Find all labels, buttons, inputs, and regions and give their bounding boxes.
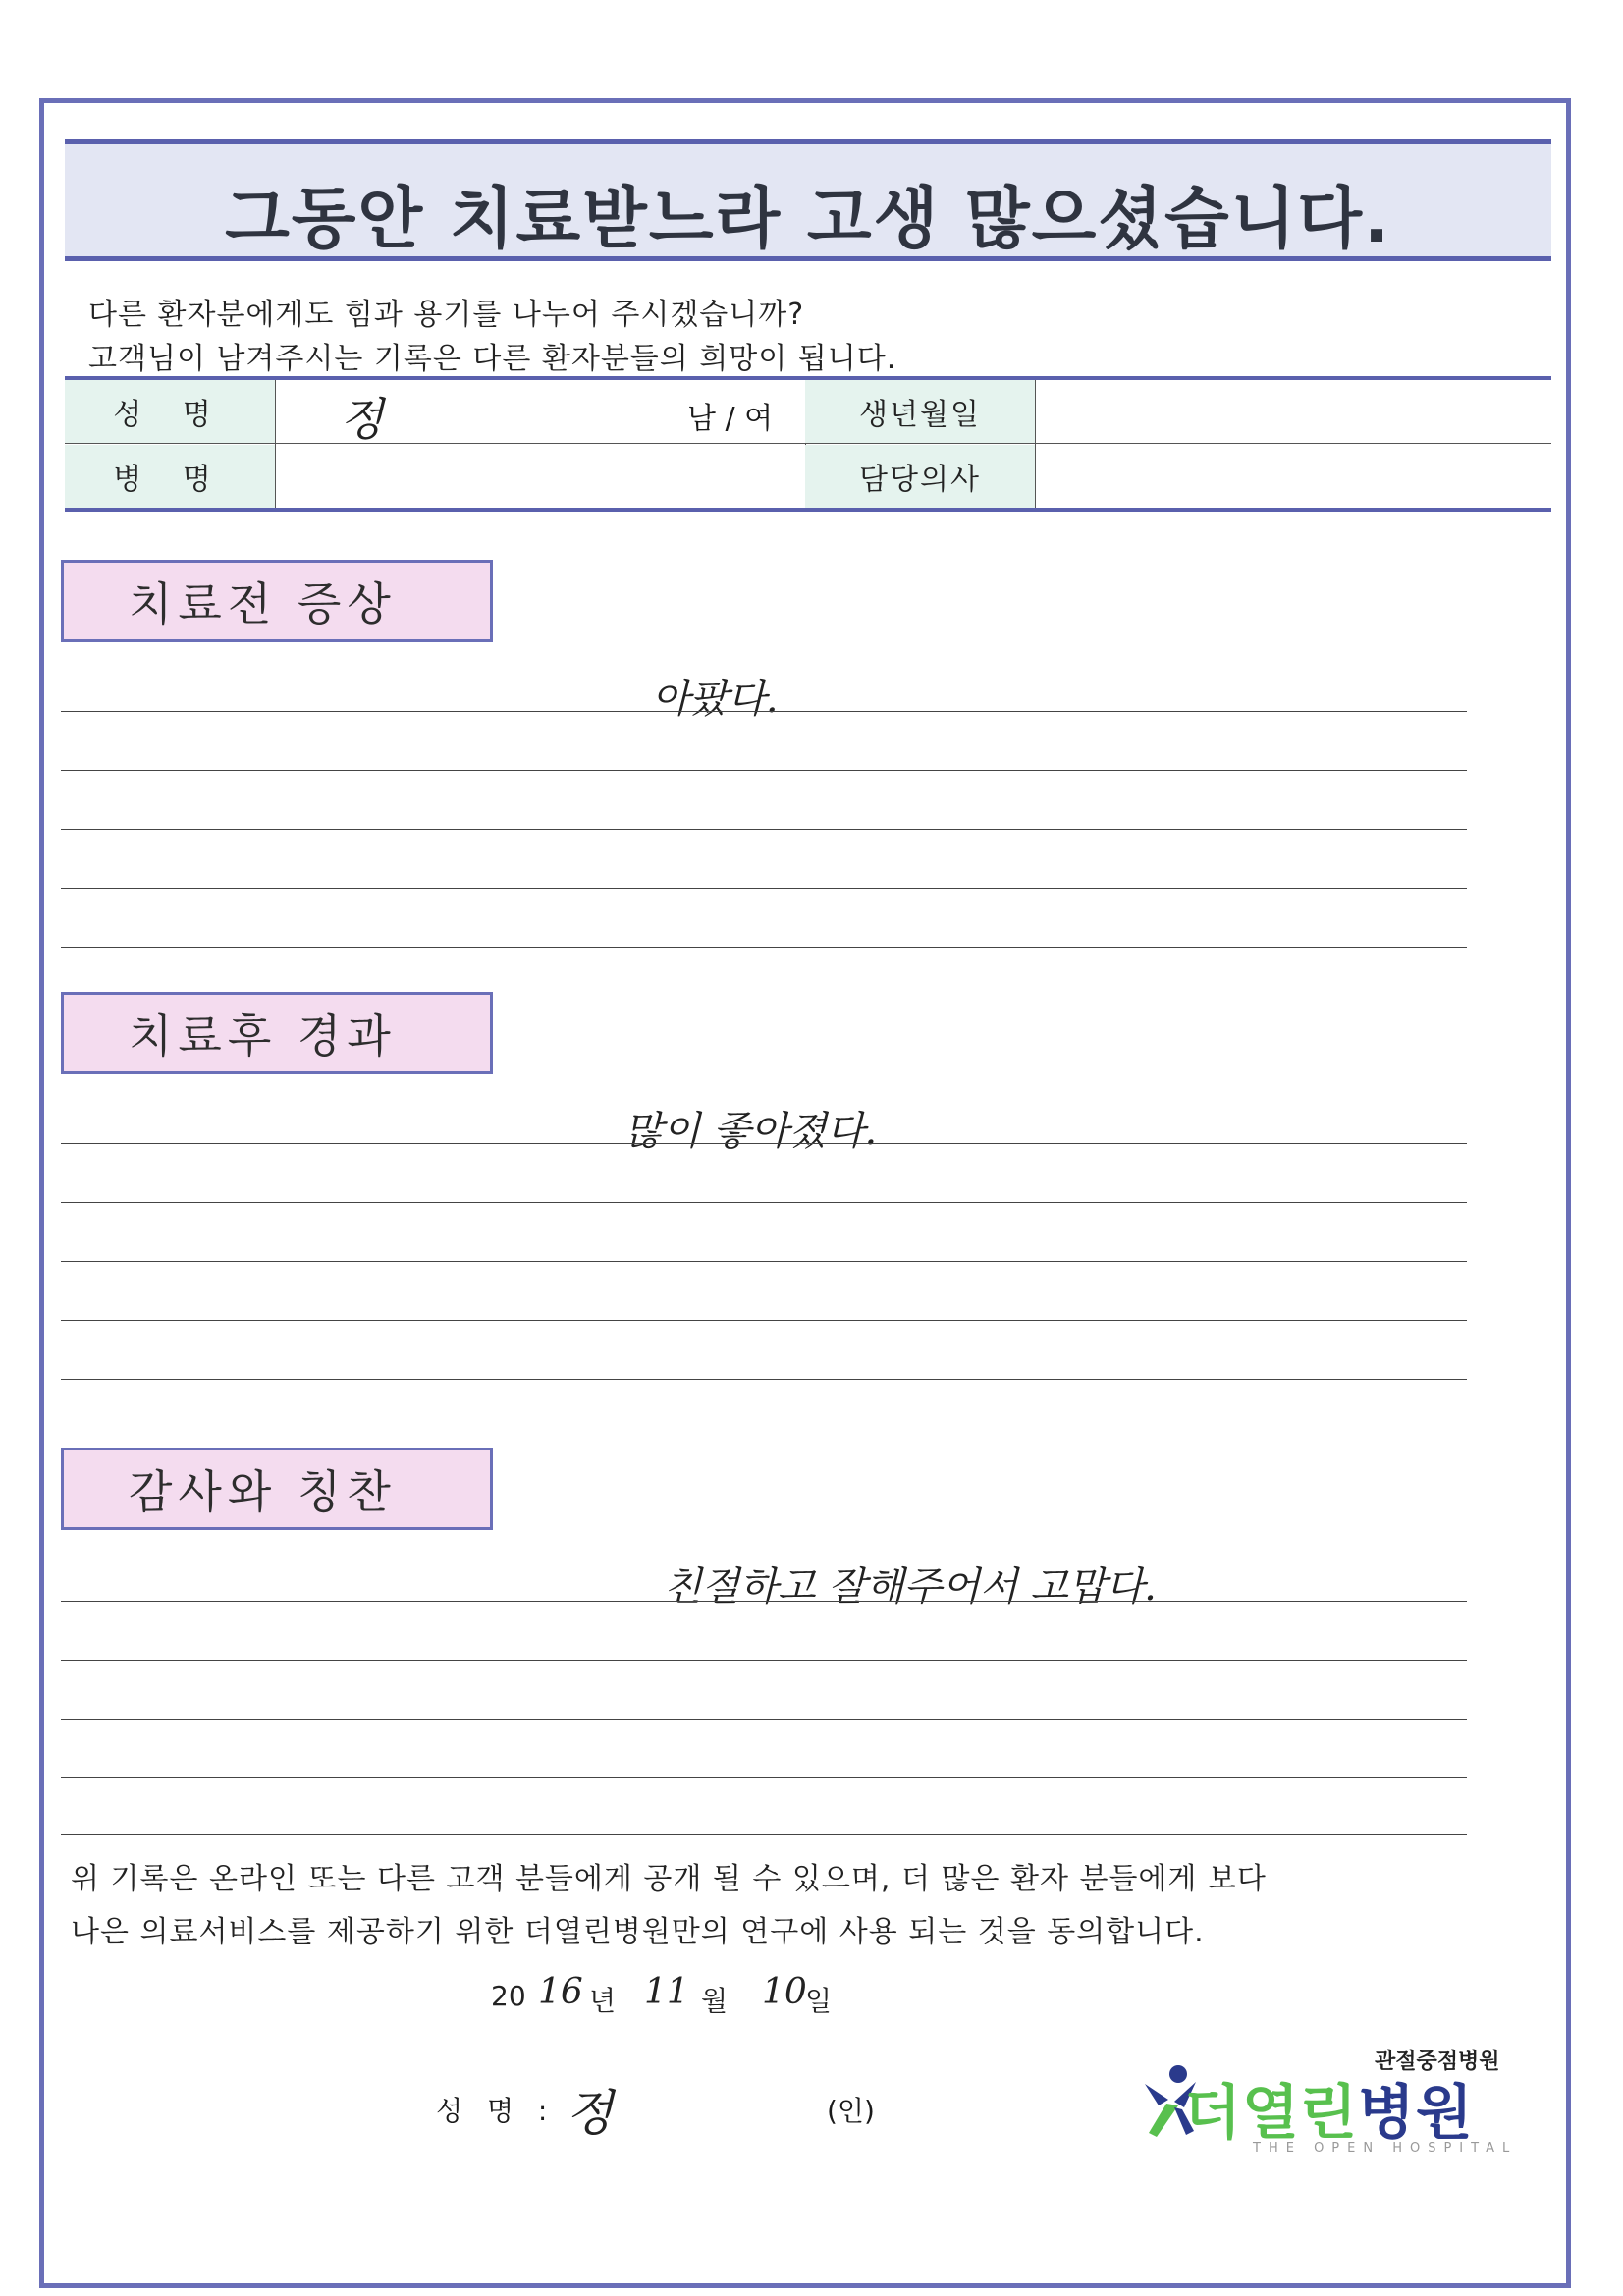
logo-tagline: 관절중점병원 (1375, 2050, 1500, 2074)
info-divider (275, 380, 276, 508)
hospital-logo (1184, 2066, 1474, 2151)
writing-line (61, 1834, 1467, 1835)
patient-info-table (65, 376, 1551, 512)
date-prefix: 20 (491, 1980, 526, 2012)
writing-line (61, 947, 1467, 948)
gender-selector[interactable]: 남 / 여 (687, 402, 774, 436)
writing-line (61, 770, 1467, 771)
writing-line (61, 1202, 1467, 1203)
logo-name-navy: 병원 (1357, 2079, 1474, 2148)
writing-line (61, 1261, 1467, 1262)
section-title-before-treatment: 치료전 증상 (61, 560, 493, 642)
signature-label: 성 명 : (436, 2095, 556, 2127)
logo-english: THE OPEN HOSPITAL (1253, 2141, 1518, 2156)
signature-value[interactable]: 정 (566, 2085, 614, 2142)
writing-line (61, 888, 1467, 889)
disease-label: 병 명 (65, 445, 275, 508)
writing-line (61, 1143, 1467, 1144)
section-title-thanks: 감사와 칭찬 (61, 1448, 493, 1530)
date-month[interactable]: 11 (644, 1972, 689, 2012)
writing-line (61, 1660, 1467, 1661)
title-band (65, 139, 1551, 261)
writing-line (61, 1379, 1467, 1380)
birthdate-label: 생년월일 (805, 380, 1035, 443)
writing-line (61, 829, 1467, 830)
consent-line-2: 나은 의료서비스를 제공하기 위한 더열린병원만의 연구에 사용 되는 것을 동의합니다. (71, 1915, 1205, 1949)
name-label: 성 명 (65, 380, 275, 443)
answer-thanks[interactable]: 친절하고 잘해주어서 고맙다. (664, 1564, 1157, 1610)
logo-name-green: 더열린 (1184, 2079, 1358, 2148)
answer-before-treatment[interactable]: 아팠다. (652, 677, 779, 722)
section-title-after-treatment: 치료후 경과 (61, 992, 493, 1074)
date-year-unit: 년 (589, 1985, 617, 2017)
consent-line-1: 위 기록은 온라인 또는 다른 고객 분들에게 공개 될 수 있으며, 더 많은 환자 분들에게 보다 (71, 1862, 1267, 1896)
writing-line (61, 711, 1467, 712)
date-month-unit: 월 (701, 1985, 729, 2017)
writing-line (61, 1601, 1467, 1602)
info-divider (1035, 380, 1036, 508)
date-day[interactable]: 10 (762, 1972, 807, 2012)
info-row-separator (65, 443, 1551, 444)
intro-line-1: 다른 환자분에게도 힘과 용기를 나누어 주시겠습니까? (88, 298, 805, 332)
writing-line (61, 1320, 1467, 1321)
doctor-label: 담당의사 (805, 445, 1035, 508)
intro-line-2: 고객님이 남겨주시는 기록은 다른 환자분들의 희망이 됩니다. (88, 342, 897, 376)
writing-line (61, 1719, 1467, 1720)
seal-mark: (인) (827, 2095, 875, 2127)
writing-line (61, 1777, 1467, 1778)
form-title: 그동안 치료받느라 고생 많으셨습니다. (225, 181, 1391, 258)
answer-after-treatment[interactable]: 많이 좋아졌다. (624, 1109, 878, 1154)
name-value[interactable]: 정 (340, 393, 384, 446)
date-year[interactable]: 16 (538, 1972, 583, 2012)
date-day-unit: 일 (805, 1985, 833, 2017)
